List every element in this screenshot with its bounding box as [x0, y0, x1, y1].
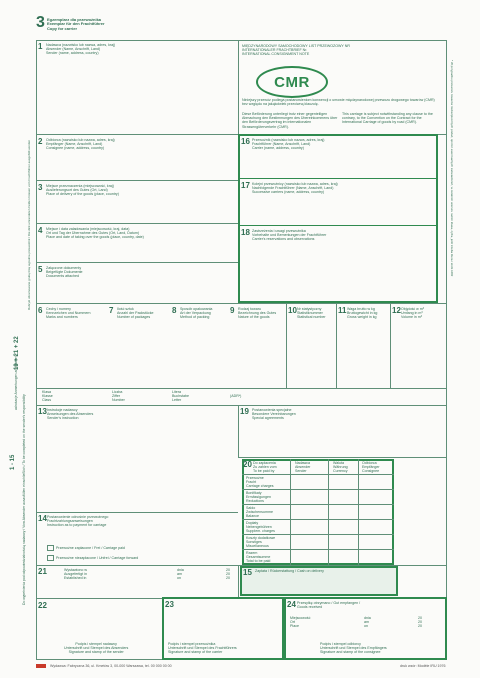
number-label: Liczba Ziffer Number — [112, 390, 125, 403]
left-side-text-1: Do wypełnienia pod odpowiedzialnością nadawcy / Vom Absender auszufüllen einschließlich / To be completed on the sender's responsibility — [22, 394, 26, 605]
letter-label: Litera Buchstabe Letter — [172, 390, 189, 403]
divider — [242, 549, 394, 550]
divider — [36, 405, 447, 406]
field-3-label[interactable]: Miejsce przeznaczenia (miejscowość, kraj) Auslieferungsort des Gutes (Ort, Land) Place of delivery of the goods (place, country) — [46, 184, 119, 197]
divider — [238, 457, 447, 458]
field-24-year: 20 20 20 — [418, 616, 422, 629]
divider — [336, 303, 337, 388]
carrier-box — [238, 134, 438, 303]
field-21-date: dnia am on — [177, 568, 184, 581]
convention-en: This carriage is subject notwithstanding any clause to the contrary, to the Convention on the Contract for the International Carriage of goods by road (CMR). — [342, 112, 433, 125]
payment-row: Przewoźne Fracht Carriage charges — [246, 476, 274, 489]
convention-pl: Niniejszy przewóz podlega postanowieniom konwencji o umowie międzynarodowej przewozu drogowego towarów (CMR) bez względu na jakąkolwiek przeciwną klauzulę. — [242, 98, 435, 107]
carriage-paid-option[interactable]: Przewoźne zapłacone / Frei / Carriage paid — [47, 545, 125, 551]
convention-de: Diese Beförderung unterliegt trotz einer gegenteiligen Abmachung den Bestimmungen des Übereinkommens über den Beförderungsvertrag im internationalen Strassengüterverkehr (CMR). — [242, 112, 338, 129]
field-3-number: 3 — [38, 183, 43, 192]
payment-row: Razem Gesamtsumme Total to be paid — [246, 551, 271, 564]
field-24-label[interactable]: Przesyłkę otrzymano / Gut empfangen / Goods received — [297, 601, 361, 610]
copy-number: 3 — [36, 14, 45, 31]
publisher-logo — [36, 664, 46, 668]
field-21-label[interactable]: Wystawiono w Ausgefertigt in Established in — [64, 568, 87, 581]
adr-label: (ADR*) — [230, 394, 242, 398]
field-1-label[interactable]: Nadawca (nazwisko lub nazwa, adres, kraj) Absender (Name, Anschrift, Land) Sender (name, address, country) — [46, 43, 116, 56]
field-4-label[interactable]: Miejsce i data załadowania (miejscowość, kraj, data) Ort und Tag der Übernahme des Gutes (Ort, Land, Datum) Place and date of taking over the goods (place, country, date) — [46, 227, 144, 240]
divider — [238, 178, 438, 179]
field-14-label[interactable]: Postanowienie odnośnie przewoźnego Frachtzahlungsanweisungen Instruction as to payment for carriage — [47, 515, 109, 528]
payment-row: Saldo Zwischensumme Balance — [246, 506, 273, 519]
left-side-text-2: Rubryki obramowane grubą linią wypełnia przewoźnik / Die dick umrandeten Felder müssen vom Frachtführer ausgefüllt werden — [27, 139, 31, 310]
divider — [36, 223, 238, 224]
payment-row: Dopłaty Nebengebühren Supplem. charges — [246, 521, 275, 534]
consignee-header: Odbiorca Empfänger Consignee — [362, 461, 380, 474]
checkbox-icon[interactable] — [47, 545, 54, 551]
carriage-forward-option[interactable]: Przewoźne niezapłacone / Unfrei / Carriage forward — [47, 555, 138, 561]
field-8-label[interactable]: Sposób opakowania Art der Verpackung Method of packing — [180, 307, 213, 320]
payment-row: Bonifikaty Ermässigungen Reductions — [246, 491, 271, 504]
field-23-label[interactable]: Podpis i stempel przewoźnika Unterschrift und Stempel des Frachtführers Signature and stamp of the carrier — [168, 642, 237, 655]
divider — [238, 225, 438, 226]
field-11-number: 11 — [338, 306, 347, 315]
field-2-number: 2 — [38, 137, 43, 146]
field-15-label[interactable]: Zapłata / Rückerstattung / Cash on delivery — [255, 569, 324, 573]
field-13-number: 13 — [38, 407, 47, 416]
field-24-date: dnia am on — [364, 616, 371, 629]
divider — [242, 519, 394, 520]
field-16-label[interactable]: Przewoźnik (nazwisko lub nazwa, adres, kraj) Frachtführer (Name, Anschrift, Land) Carrier (name, address, country) — [252, 138, 325, 151]
field-21-year: 20 20 20 — [226, 568, 230, 581]
field-20-number: 20 — [243, 460, 252, 469]
field-9-number: 9 — [230, 306, 235, 315]
field-18-number: 18 — [241, 228, 250, 237]
cmr-logo: CMR — [256, 66, 328, 98]
field-1-number: 1 — [38, 42, 43, 51]
field-6-number: 6 — [38, 306, 43, 315]
sender-header: Nadawca Absender Sender — [295, 461, 311, 474]
field-22-number: 22 — [38, 601, 47, 610]
field-15-number: 15 — [243, 568, 252, 577]
field-24-signature: Podpis i stempel odbiorcy Unterschrift und Stempel des Empfängers Signature and stamp of the consignee — [320, 642, 387, 655]
field-12-number: 12 — [392, 306, 401, 315]
checkbox-icon[interactable] — [47, 555, 54, 561]
divider — [242, 534, 394, 535]
field-21-number: 21 — [38, 567, 47, 576]
annotations-side-label: adnotacje Anmerkungen annotations — [14, 354, 18, 410]
field-22-label[interactable]: Podpis i stempel nadawcy Unterschrift und Stempel des Absenders Signature and stamp of the sender — [64, 642, 129, 655]
field-16-number: 16 — [241, 137, 250, 146]
divider — [36, 180, 238, 181]
field-13-label[interactable]: Instrukcje nadawcy Anweisungen des Absenders Sender's instruction — [47, 408, 94, 421]
field-12-label[interactable]: Objętość w m³ Umfang in m³ Volume in m³ — [401, 307, 424, 320]
range-1-15: 1 - 15 — [10, 454, 16, 470]
divider — [242, 504, 394, 505]
divider — [390, 303, 391, 388]
payer-header: Do zapłacenia Zu zahlen vom To be paid by — [253, 461, 277, 474]
field-8-number: 8 — [172, 306, 177, 315]
currency-header: Waluta Währung Currency — [333, 461, 348, 474]
field-5-number: 5 — [38, 265, 43, 274]
field-5-label[interactable]: Załączone dokumenty Beigefügte Dokumente Documents attached — [46, 266, 83, 279]
right-side-text: * W przypadku przewozu towarów niebezpiecznych podać, oprócz ewentualnych zaświadczeń, w ostatnim wierszu ramki: klasa, cyfra, jeśli trzeba litera i skrót ADR — [450, 60, 454, 277]
field-7-label[interactable]: Ilość sztuk Anzahl der Packstücke Number of packages — [117, 307, 154, 320]
field-24-place: Miejscowość Ort Place — [290, 616, 311, 629]
title-block: MIĘDZYNARODOWY SAMOCHODOWY LIST PRZEWOZOWY NR INTERNATIONALER FRACHTBRIEF Nr. INTERNATIONAL CONSIGNMENT NOTE — [242, 44, 350, 57]
divider — [36, 262, 238, 263]
payment-row: Koszty dodatkowe Sonstiges Miscellaneous — [246, 536, 276, 549]
field-6-label[interactable]: Cechy i numery Kennzeichen und Nummern Marks and numbers — [46, 307, 91, 320]
divider — [286, 303, 287, 388]
field-19b-number: 19 — [240, 407, 249, 416]
publisher-info: Wydawca: Fabryczna 36, ul. Kmetów 3, 00-000 Warszawa, tel. 00 000 00 00 — [50, 664, 172, 668]
field-17-number: 17 — [241, 181, 250, 190]
field-19b-label[interactable]: Postanowienia specjalne Besondere Vereinbarungen Special agreements — [252, 408, 296, 421]
field-2-label[interactable]: Odbiorca (nazwisko lub nazwa, adres, kraj) Empfänger (Name, Anschrift, Land) Consignee (name, address, country) — [46, 138, 115, 151]
range-19-21-22: 19 + 21 + 22 — [14, 336, 20, 370]
copy-label: Egzemplarz dla przewoźnika Exemplar für den Frachtführer Copy for carrier — [47, 17, 105, 31]
divider — [238, 565, 239, 598]
divider — [238, 405, 239, 457]
field-4-number: 4 — [38, 226, 43, 235]
field-11-label[interactable]: Waga brutto w kg Bruttogewicht in kg Gross weight in kg — [347, 307, 378, 320]
divider — [36, 512, 238, 513]
field-9-label[interactable]: Rodzaj towaru Bezeichnung des Gutes Nature of the goods — [238, 307, 277, 320]
field-10-number: 10 — [288, 306, 297, 315]
divider — [36, 388, 447, 389]
field-14-number: 14 — [38, 514, 47, 523]
field-23-number: 23 — [165, 600, 174, 609]
field-17-label[interactable]: Kolejni przewoźnicy (nazwisko lub nazwa, adres, kraj) Nachfolgende Frachtführer (Name, Anschrift, Land) Successive carriers (name, address, country) — [252, 182, 338, 195]
divider — [242, 474, 394, 475]
field-18-label[interactable]: Zastrzeżenia i uwagi przewoźnika Vorbehalte und Bemerkungen der Frachtführer Carrier's reservations and observations — [252, 229, 327, 242]
field-7-number: 7 — [109, 306, 114, 315]
form-id: druk wzór: Modèle IRU 1976 — [400, 664, 446, 668]
field-24-number: 24 — [287, 600, 296, 609]
class-label: Klasa Klasse Class — [42, 390, 53, 403]
field-10-label[interactable]: Nr statystyczny Statistiknummer Statistical number — [297, 307, 326, 320]
divider — [242, 489, 394, 490]
divider — [36, 303, 447, 304]
